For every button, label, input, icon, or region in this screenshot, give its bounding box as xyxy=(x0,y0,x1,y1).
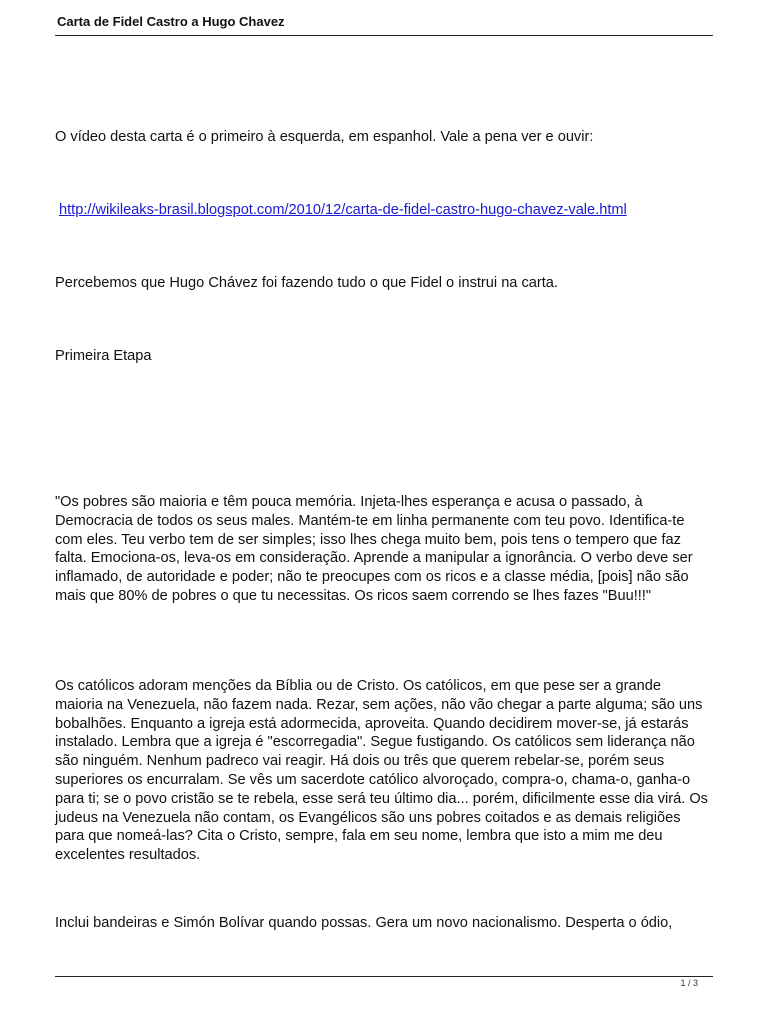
source-link-paragraph xyxy=(59,201,719,220)
page-number: 1 / 3 xyxy=(680,978,698,988)
section-heading: Primeira Etapa xyxy=(55,348,152,364)
document-title: Carta de Fidel Castro a Hugo Chavez xyxy=(57,14,285,29)
letter-paragraph-3: Inclui bandeiras e Simón Bolívar quando possas. Gera um novo nacionalismo. Desperta o ódio, xyxy=(55,915,673,931)
source-link[interactable]: http://wikileaks-brasil.blogspot.com/2010/12/carta-de-fidel-castro-hugo-chavez-vale.html xyxy=(59,202,627,218)
footer-rule xyxy=(55,976,713,977)
header-rule xyxy=(55,35,713,36)
letter-paragraph-2: Os católicos adoram menções da Bíblia ou de Cristo. Os católicos, em que pese ser a grande maioria na Venezuela, não fazem nada. Rezar, sem ações, não vão chegar a parte alguma; são uns bobalhões. Enquanto a igreja está adormecida, aproveita. Quando decidirem mover-se, já estarás instalado. Lembra que a igreja é "escorregadia". Segue fustigando. Os católicos sem liderança não são ninguém. Nenhum padreco vai reagir. Há dois ou três que querem rebelar-se, porém seus superiores os encurralam. Se vês um sacerdote católico alvoroçado, compra-o, chama-o, ganha-o para ti; se o povo cristão se te rebela, esse será teu último dia... porém, dificilmente esse dia virá. Os judeus na Venezuela não contam, os Evangélicos são uns pobres coitados e as demais religiões para que nomeá-las? Cita o Cristo, sempre, fala em seu nome, lembra que isto a mim me deu excelentes resultados. xyxy=(55,678,708,864)
letter-paragraph-1: "Os pobres são maioria e têm pouca memória. Injeta-lhes esperança e acusa o passado, à Democracia de todos os seus males. Mantém-te em linha permanente com teu povo. Identifica-te com eles. Teu verbo tem de ser simples; isso lhes chega muito bem, pois tens o tempero que faz falta. Emociona-os, leva-os em consideração. Aprende a manipular a ignorância. O verbo deve ser inflamado, de autoridade e poder; não te preocupes com os ricos e a classe média, [pois] não são mais que 80% de pobres o que tu necessitas. Os ricos saem correndo se lhes fazes "Buu!!!" xyxy=(55,494,693,604)
observation-paragraph: Percebemos que Hugo Chávez foi fazendo tudo o que Fidel o instrui na carta. xyxy=(55,275,558,291)
intro-paragraph: O vídeo desta carta é o primeiro à esquerda, em espanhol. Vale a pena ver e ouvir: xyxy=(55,129,594,145)
